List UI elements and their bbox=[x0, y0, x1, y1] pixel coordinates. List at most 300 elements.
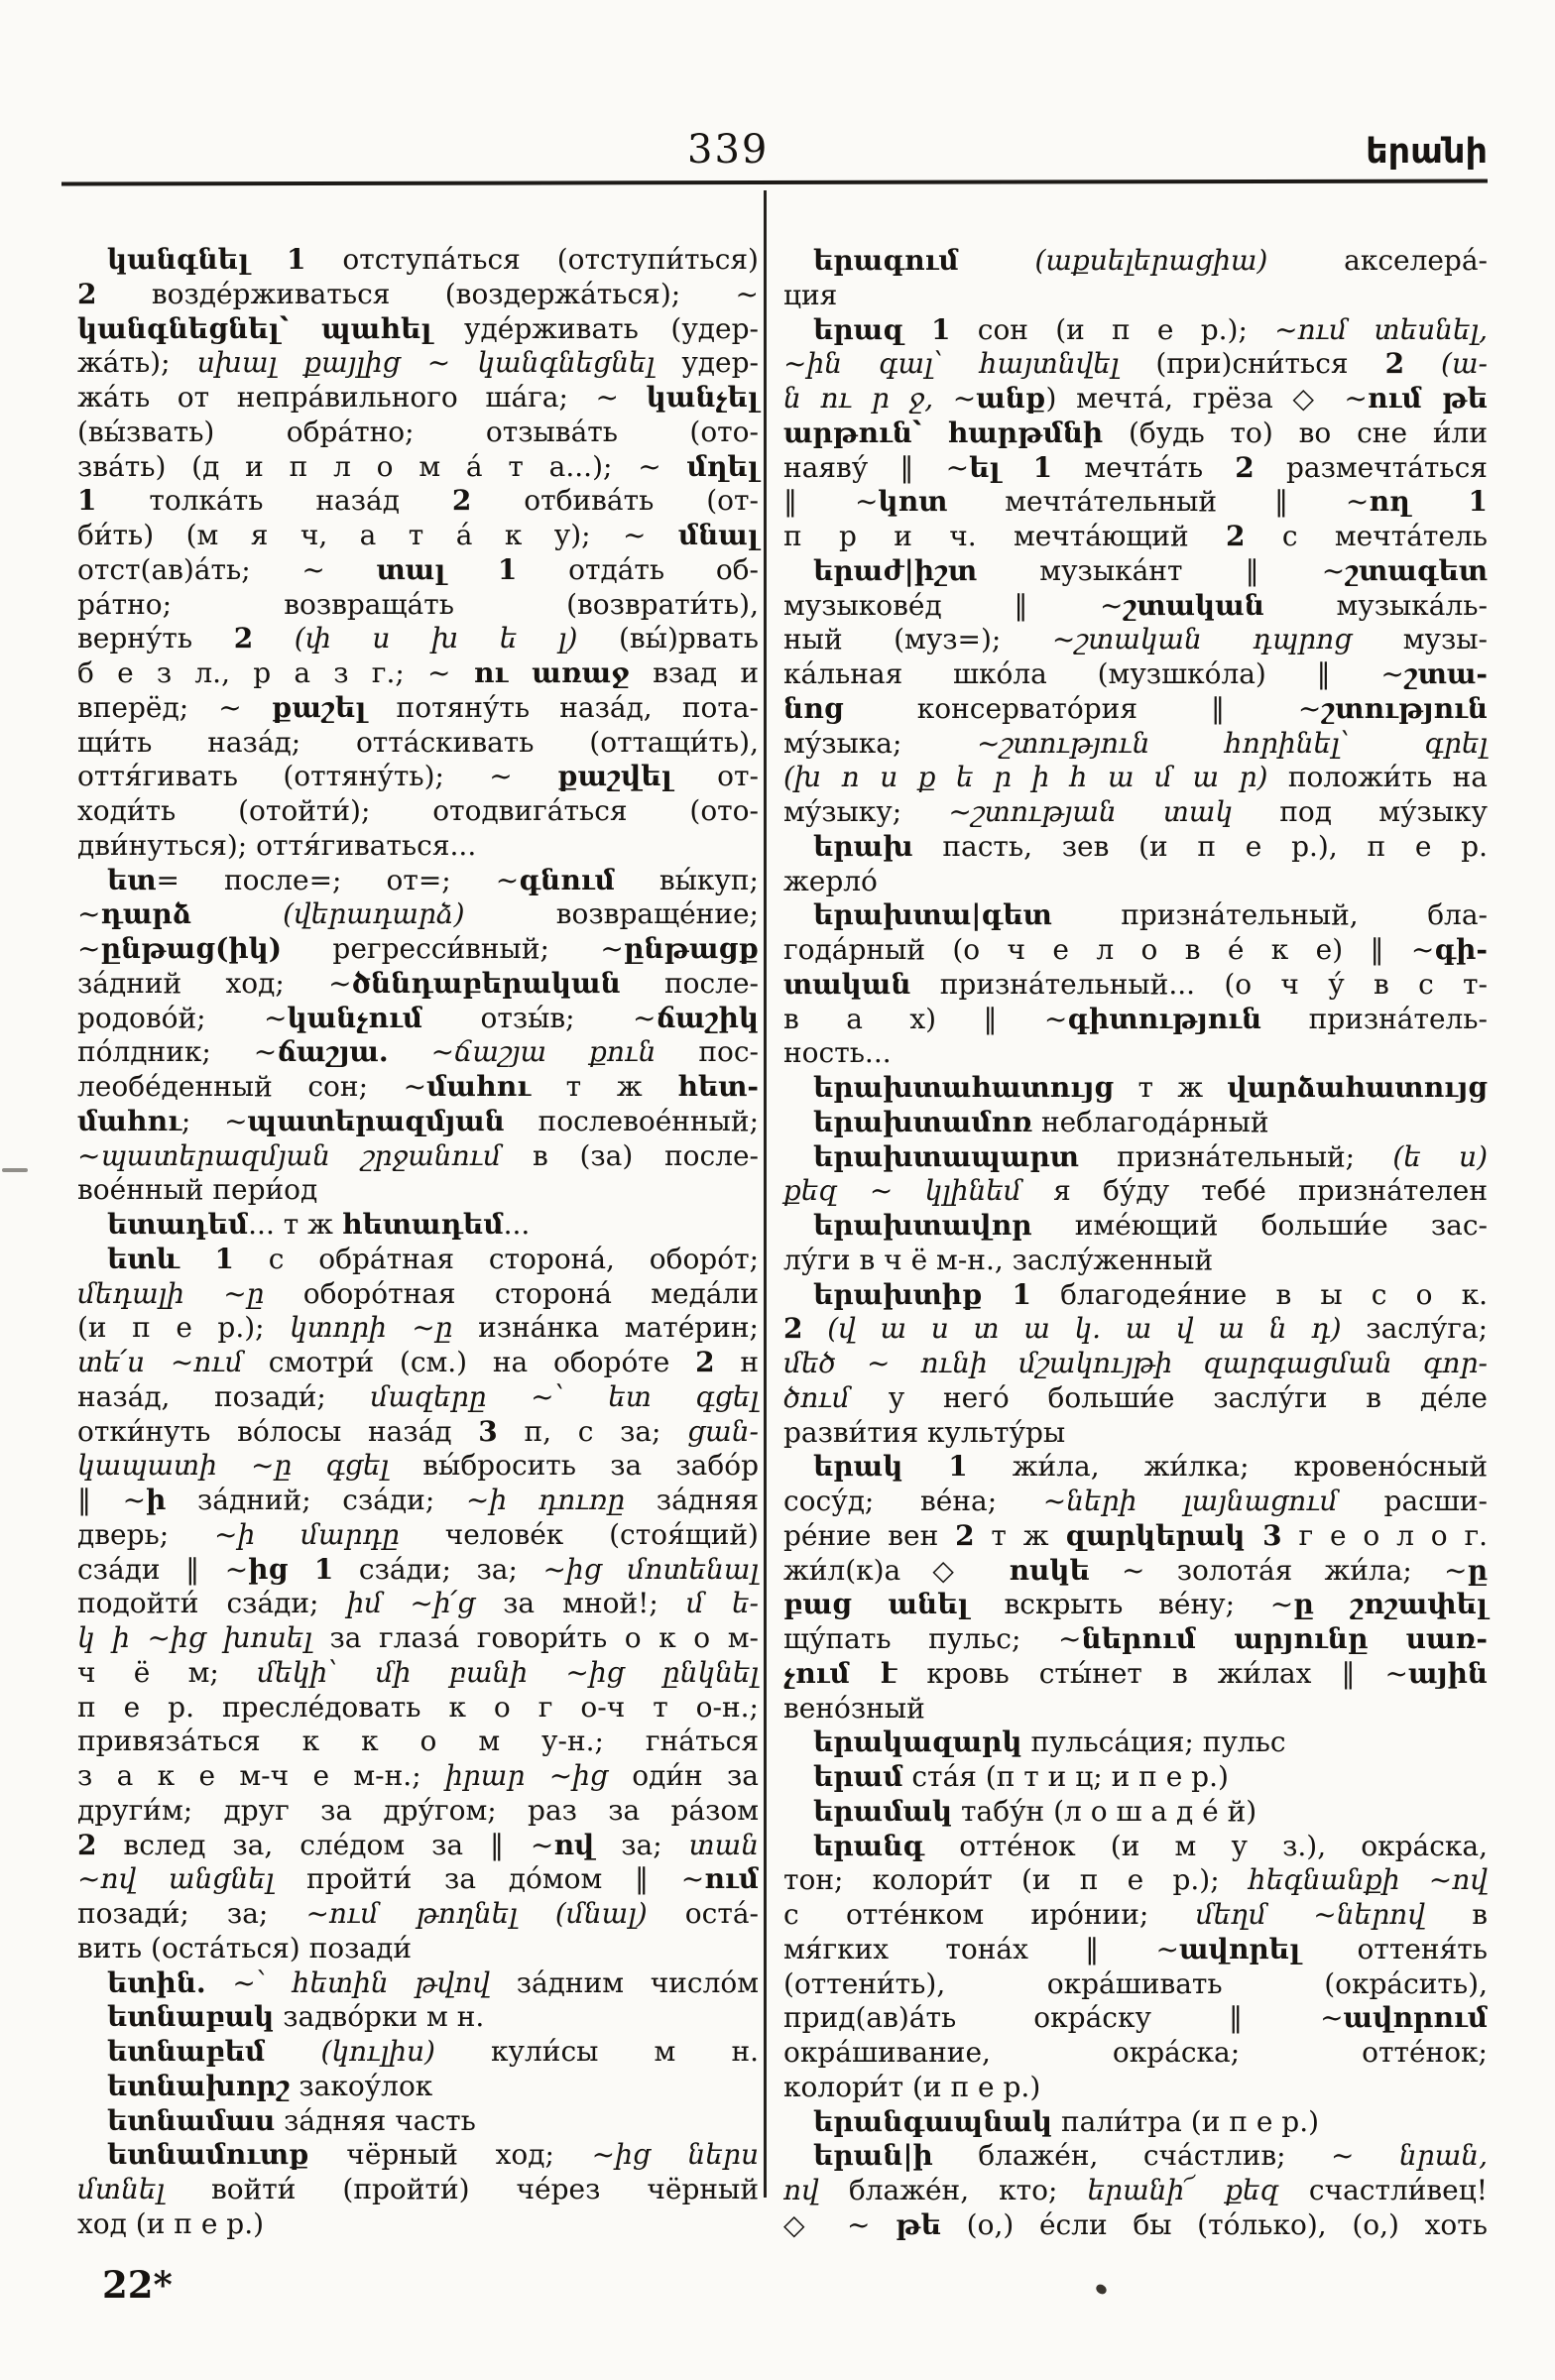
text-run: я бу́ду тебе́ призна́телен bbox=[1020, 1174, 1488, 1208]
text-run: смотри́ (см.) на оборо́те bbox=[243, 1346, 696, 1378]
text-run: размечта́ться bbox=[1254, 450, 1488, 484]
dict-line bbox=[77, 2138, 759, 2173]
text-run: жи́л(к)а ◇ bbox=[783, 1553, 1010, 1587]
text-run: մեծ ~ ունի մշակույթի զարգացման գոր- bbox=[783, 1347, 1488, 1379]
dict-line bbox=[77, 656, 759, 691]
dict-line bbox=[77, 1070, 759, 1105]
text-run: окра́шивание, окра́ска; отте́нок; bbox=[783, 2036, 1488, 2069]
text-run: удер- bbox=[655, 346, 759, 380]
text-run: երանգ bbox=[813, 1829, 925, 1862]
text-run: վարձահատույց bbox=[1227, 1071, 1488, 1104]
dict-line bbox=[77, 278, 759, 312]
text-run: (աքսելերացիա) bbox=[1034, 244, 1268, 277]
dict-line bbox=[783, 1657, 1488, 1692]
text-run: зва́ть) (д и п л о м а́ т а...); ~ bbox=[77, 449, 687, 483]
dict-line bbox=[783, 968, 1488, 1003]
dict-line bbox=[77, 1346, 759, 1380]
text-run: 2 bbox=[451, 484, 472, 518]
text-run: блаже́н, сча́стлив; ~ bbox=[932, 2139, 1399, 2173]
text-run: գիտություն bbox=[1067, 1002, 1262, 1035]
text-run: 3 bbox=[478, 1414, 498, 1448]
text-run: պատերազմյան շրջանում bbox=[100, 1138, 502, 1172]
text-run: (вы́)рвать bbox=[577, 622, 759, 655]
dict-line bbox=[783, 2105, 1488, 2140]
text-run: жерло́ bbox=[783, 864, 878, 897]
text-run: ոսկե bbox=[1009, 1553, 1090, 1587]
text-run: հեգնանքի ~ով bbox=[1248, 1863, 1488, 1897]
text-run: երակ 1 bbox=[813, 1450, 968, 1484]
text-run: ով bbox=[553, 1828, 595, 1861]
dict-line bbox=[783, 1485, 1488, 1519]
text-run: երախ bbox=[813, 829, 913, 863]
dict-line bbox=[77, 1208, 759, 1243]
text-run: երախտամոռ bbox=[813, 1105, 1033, 1138]
text-run: ետ bbox=[107, 863, 157, 896]
text-run: за́дним число́м bbox=[490, 1965, 760, 1999]
text-run bbox=[1404, 347, 1441, 380]
text-run: ~ bbox=[77, 897, 101, 931]
text-run: թե bbox=[896, 2207, 941, 2241]
text-run: име́ющий больши́е зас- bbox=[1031, 1209, 1488, 1242]
text-run: ավորում bbox=[1343, 2001, 1488, 2035]
dict-line bbox=[783, 830, 1488, 865]
dict-line bbox=[77, 691, 759, 726]
text-run: неблагода́рный bbox=[1032, 1105, 1269, 1138]
text-run: պատերազմյան bbox=[247, 1104, 505, 1137]
text-run: оборо́тная сторона́ меда́ли bbox=[264, 1276, 759, 1310]
dict-line bbox=[77, 622, 759, 656]
dict-line bbox=[783, 2174, 1488, 2208]
text-run: жи́ла, жи́лка; кровено́сный bbox=[967, 1450, 1488, 1484]
text-run: блаже́н, кто; bbox=[818, 2174, 1088, 2206]
text-run: մեղմ ~ներով bbox=[1195, 1898, 1425, 1931]
text-run: երախտիք 1 bbox=[813, 1277, 1032, 1311]
text-run: щи́ть наза́д; отта́скивать (оттащи́ть), bbox=[77, 725, 759, 759]
dict-line bbox=[77, 932, 759, 967]
dict-line bbox=[77, 864, 759, 898]
dict-line bbox=[77, 726, 759, 761]
text-run: дверь; bbox=[77, 1517, 214, 1551]
text-run: музыкове́д ‖ ~ bbox=[783, 588, 1124, 622]
dict-line bbox=[77, 2104, 759, 2139]
dict-line bbox=[783, 1622, 1488, 1657]
text-run: ста́я (п т и ц; и п е р.) bbox=[902, 1760, 1229, 1793]
text-run: оття́гивать (оттяну́ть); ~ bbox=[77, 760, 558, 793]
dict-line bbox=[783, 1312, 1488, 1347]
text-run: ~ золота́я жи́ла; ~ bbox=[1089, 1553, 1468, 1587]
text-run: երախտա|գետ bbox=[813, 898, 1052, 932]
dict-line bbox=[77, 1415, 759, 1450]
text-run bbox=[191, 897, 283, 930]
text-run: сза́ди; за; bbox=[333, 1552, 543, 1586]
text-run: (խ ո ս ք ե ր ի հ ա մ ա ր) bbox=[783, 761, 1268, 794]
text-run: т ж bbox=[974, 1518, 1066, 1552]
text-run: тон; колори́т (и п е р.); bbox=[783, 1863, 1249, 1897]
text-run: н bbox=[714, 1346, 759, 1378]
text-run: ~շտություն հորինել՝ գրել bbox=[976, 726, 1488, 760]
dict-line bbox=[77, 1759, 759, 1794]
dict-line bbox=[77, 553, 759, 588]
text-run: счастли́вец! bbox=[1278, 2174, 1488, 2206]
right-column bbox=[783, 244, 1488, 2243]
text-run: ը bbox=[1467, 1553, 1488, 1587]
text-run: верну́ть bbox=[77, 622, 234, 655]
text-run: երախտավոր bbox=[813, 1209, 1032, 1242]
text-run: пройти́ за до́мом ‖ ~ bbox=[274, 1862, 705, 1896]
text-run: մահու bbox=[426, 1070, 532, 1103]
dict-line bbox=[783, 313, 1488, 348]
dict-line bbox=[77, 346, 759, 381]
text-run: 2 bbox=[1384, 347, 1405, 381]
dict-line bbox=[77, 2207, 759, 2242]
text-run: ում bbox=[704, 1862, 759, 1896]
dict-line bbox=[77, 1449, 759, 1484]
text-run: կանգնեցնել՝ պահել bbox=[77, 311, 432, 345]
left-column bbox=[77, 243, 759, 2242]
dict-line bbox=[77, 1380, 759, 1415]
dict-line bbox=[77, 381, 759, 416]
text-run: ция bbox=[783, 278, 838, 311]
text-run: շտական bbox=[1123, 588, 1264, 622]
text-run: ~ bbox=[933, 382, 977, 415]
dict-line bbox=[783, 1450, 1488, 1485]
text-run: послевое́нный; bbox=[504, 1104, 760, 1137]
text-run: отступа́ться (отступи́ться) bbox=[305, 243, 759, 276]
text-run: му́зыка; bbox=[783, 726, 977, 760]
text-run: արթուն՝ հարթմնի bbox=[783, 416, 1104, 449]
dict-line bbox=[77, 1862, 759, 1897]
text-run: հետ- bbox=[677, 1070, 760, 1103]
text-run: շտություն bbox=[1321, 691, 1488, 725]
text-run: за́дняя bbox=[625, 1484, 759, 1516]
text-run: за глаза́ говори́ть о к о м- bbox=[311, 1621, 759, 1654]
text-run: (փ ս խ ե լ) bbox=[294, 622, 578, 655]
text-run: ճաշիկ bbox=[656, 1001, 759, 1034]
dict-line bbox=[783, 1519, 1488, 1554]
dict-line bbox=[783, 244, 1488, 279]
text-run: երանգապնակ bbox=[813, 2104, 1053, 2138]
text-run: ~շտական դպրոց bbox=[1051, 623, 1353, 656]
text-run: անք bbox=[976, 382, 1046, 415]
text-run: 2 bbox=[695, 1346, 715, 1378]
text-run: отзы́в; ~ bbox=[422, 1001, 657, 1034]
text-run bbox=[802, 1312, 827, 1345]
text-run: за́дний ход; ~ bbox=[77, 966, 352, 1000]
text-run: կ ի ~ից խոսել bbox=[77, 1621, 312, 1654]
dict-line bbox=[77, 1553, 759, 1588]
dict-line bbox=[783, 1347, 1488, 1381]
dict-line bbox=[783, 485, 1488, 520]
text-run: призна́тельный; bbox=[1078, 1139, 1393, 1173]
text-run: ծում bbox=[783, 1380, 850, 1414]
text-run: հետին թվով bbox=[292, 1965, 491, 1999]
text-run: 2 bbox=[783, 1312, 803, 1346]
text-run: дви́нуться); оття́гиваться... bbox=[77, 828, 477, 862]
text-run: ~ից ներս bbox=[591, 2138, 760, 2172]
text-run: երամակ bbox=[813, 1794, 953, 1828]
text-run: п е р. пресле́довать к о г о-ч т о-н.; bbox=[77, 1690, 759, 1724]
text-run: родово́й; ~ bbox=[77, 1001, 288, 1034]
dict-line bbox=[783, 1933, 1488, 1967]
dict-line bbox=[77, 450, 759, 485]
text-run: акселера́- bbox=[1267, 244, 1489, 277]
text-run: մազերը ~՝ ետ գցել bbox=[370, 1379, 759, 1413]
dict-line bbox=[783, 761, 1488, 795]
dict-line bbox=[783, 1278, 1488, 1313]
text-run: երաժ|իշտ bbox=[813, 553, 978, 587]
text-run: от- bbox=[671, 760, 759, 793]
text-run: возвраще́ние; bbox=[464, 897, 759, 931]
text-run bbox=[253, 622, 295, 654]
text-run: կոտ bbox=[878, 485, 948, 519]
dict-line bbox=[77, 1311, 759, 1346]
dict-line bbox=[783, 623, 1488, 657]
text-run: призна́тельный... (о ч у́ в с т- bbox=[910, 967, 1488, 1001]
text-run: մեկի՝ մի բանի ~ից ընկնել bbox=[257, 1655, 759, 1689]
dict-line bbox=[783, 554, 1488, 589]
text-run: за мной!; bbox=[475, 1587, 686, 1620]
text-run: ◇ ~ bbox=[783, 2207, 897, 2241]
dict-line bbox=[783, 1209, 1488, 1244]
text-run: года́рный (о ч е л о в е́ к е) ‖ ~ bbox=[783, 933, 1435, 966]
text-run: ‖ ~ bbox=[783, 485, 879, 519]
text-run: уде́рживать (удер- bbox=[431, 311, 759, 345]
text-run: мечта́ть bbox=[1052, 450, 1236, 484]
text-run: ре́ние вен bbox=[783, 1518, 956, 1552]
text-run: ~շտության տակ bbox=[948, 795, 1234, 828]
text-run: երախտապարտ bbox=[813, 1139, 1079, 1173]
text-run: музыка́ль- bbox=[1263, 588, 1488, 622]
text-run: ~ում թողնել (մնալ) bbox=[305, 1897, 648, 1930]
text-run: п, с за; bbox=[497, 1414, 688, 1448]
text-run: вперёд; ~ bbox=[77, 690, 272, 724]
text-run: за́дняя часть bbox=[275, 2103, 476, 2137]
text-run: мечта́тельный ‖ ~ bbox=[947, 485, 1370, 519]
dict-line bbox=[77, 312, 759, 347]
dict-line bbox=[77, 1484, 759, 1518]
text-run: (при)сни́ться bbox=[1119, 347, 1385, 381]
text-run: 2 bbox=[955, 1518, 975, 1552]
dict-line bbox=[77, 416, 759, 450]
dict-line bbox=[783, 1795, 1488, 1830]
text-run: կանգնել 1 bbox=[107, 243, 306, 276]
text-run: отки́нуть во́лосы наза́д bbox=[77, 1414, 479, 1448]
text-run: би́ть) (м я ч, а т а́ к у); ~ bbox=[77, 519, 678, 551]
text-run: (о,) е́сли бы (то́лько), (о,) хоть bbox=[941, 2207, 1489, 2241]
text-run: консервато́рия ‖ ~ bbox=[843, 691, 1322, 725]
text-run: նոց bbox=[783, 691, 844, 725]
text-run: (будь то) во сне и́ли bbox=[1103, 416, 1488, 449]
text-run: դարձ bbox=[100, 897, 191, 931]
dict-line bbox=[783, 279, 1488, 313]
text-run: քաշվել bbox=[557, 760, 672, 793]
dict-line bbox=[77, 1794, 759, 1829]
text-run: расши- bbox=[1337, 1485, 1488, 1517]
text-run: ցան- bbox=[687, 1414, 760, 1448]
text-run: 2 bbox=[1226, 520, 1246, 552]
text-run: երախտահատույց bbox=[813, 1071, 1115, 1104]
text-run: колори́т (и п е р.) bbox=[783, 2070, 1041, 2103]
dict-line bbox=[77, 1966, 759, 2001]
text-run: 2 bbox=[1235, 450, 1255, 484]
text-run: ) мечта́, грёза ◇ ~ bbox=[1045, 382, 1368, 415]
dict-line bbox=[77, 1897, 759, 1932]
dict-line bbox=[77, 1587, 759, 1621]
text-run: ~ում տեսնել, bbox=[1274, 312, 1488, 346]
text-run: чёрный ход; bbox=[308, 2138, 592, 2172]
text-run: отбива́ть (от- bbox=[471, 484, 759, 518]
text-run: пульса́ция; пульс bbox=[1021, 1726, 1286, 1759]
dict-line bbox=[783, 2036, 1488, 2071]
text-run: մղել bbox=[686, 449, 759, 483]
text-run: երան|ի bbox=[813, 2139, 933, 2173]
text-run: жа́ть); bbox=[77, 346, 197, 380]
text-run: ող 1 bbox=[1369, 485, 1488, 519]
text-run: գնում bbox=[519, 863, 615, 896]
dict-line bbox=[77, 243, 759, 278]
text-run: подойти́ сза́ди; bbox=[77, 1587, 347, 1620]
text-run: оттеня́ть bbox=[1300, 1932, 1488, 1965]
dict-line bbox=[783, 382, 1488, 416]
dict-line bbox=[783, 589, 1488, 624]
text-run: призна́тель- bbox=[1261, 1002, 1489, 1035]
text-run: сза́ди ‖ ~ bbox=[77, 1552, 249, 1586]
text-run: ра́тно; возвраща́ть (возврати́ть), bbox=[77, 587, 759, 621]
dict-line bbox=[783, 1244, 1488, 1278]
text-run: ը շոշափել bbox=[1293, 1588, 1488, 1621]
text-run: երանի՜ քեզ bbox=[1087, 2174, 1279, 2206]
text-run: ընթացք bbox=[623, 932, 759, 965]
text-run: գի- bbox=[1434, 933, 1488, 966]
text-run: (вы́звать) обра́тно; отзыва́ть (ото- bbox=[77, 415, 759, 448]
text-run: за; bbox=[594, 1828, 689, 1861]
text-run: ... bbox=[503, 1208, 531, 1241]
dict-line bbox=[77, 1518, 759, 1553]
dict-line bbox=[783, 1174, 1488, 1209]
text-run: у него́ больши́е заслу́ги в де́ле bbox=[849, 1380, 1488, 1414]
text-run: отте́нок (и м у з.), окра́ска, bbox=[924, 1829, 1488, 1862]
text-run: ճաշյա. bbox=[277, 1035, 389, 1069]
text-run: մ ե- bbox=[685, 1587, 760, 1620]
dict-line bbox=[77, 1277, 759, 1312]
text-run: ով bbox=[783, 2174, 819, 2206]
text-run: ~ների լայնացում bbox=[1042, 1485, 1338, 1517]
text-run: քաշել bbox=[271, 690, 367, 724]
text-run: ետնաբակ bbox=[107, 2000, 275, 2034]
text-run: ~ի դուռը bbox=[465, 1484, 626, 1516]
text-run: жа́ть от непра́вильного ша́га; ~ bbox=[77, 381, 647, 414]
text-run: (վերադարձ) bbox=[283, 897, 465, 931]
text-run: заслу́га; bbox=[1341, 1312, 1488, 1346]
dict-line bbox=[783, 1416, 1488, 1451]
text-run: տական bbox=[783, 967, 911, 1001]
dict-line bbox=[783, 1140, 1488, 1175]
dict-line bbox=[783, 1967, 1488, 2002]
text-run: вы́куп; bbox=[614, 863, 759, 896]
text-run: после- bbox=[620, 966, 760, 1000]
text-run: потяну́ть наза́д, пота- bbox=[366, 690, 759, 724]
text-run: երազ 1 bbox=[813, 312, 951, 346]
dict-line bbox=[77, 1656, 759, 1691]
text-run: пали́тра (и п е р.) bbox=[1052, 2104, 1320, 2138]
text-run: по́лдник; ~ bbox=[77, 1035, 278, 1069]
text-run: երագում bbox=[813, 244, 959, 277]
text-run: 2 bbox=[77, 277, 97, 310]
text-run: կտորի ~ը bbox=[290, 1311, 453, 1345]
text-run: вено́зный bbox=[783, 1691, 925, 1725]
text-run: ~՝ bbox=[205, 1965, 293, 1999]
dict-line bbox=[783, 2139, 1488, 2174]
text-run: т ж bbox=[1114, 1071, 1228, 1104]
text-run: в а х) ‖ ~ bbox=[783, 1002, 1068, 1035]
dict-line bbox=[783, 795, 1488, 830]
text-run: ծննդաբերական bbox=[351, 966, 621, 1000]
text-run: музыка́нт ‖ ~ bbox=[977, 553, 1346, 587]
text-run: вое́нный пери́од bbox=[77, 1173, 318, 1207]
text-run: ճաշյա քուն bbox=[454, 1035, 657, 1069]
dict-line bbox=[77, 794, 759, 829]
text-run: ել 1 bbox=[969, 450, 1053, 484]
dict-line bbox=[783, 1692, 1488, 1726]
dict-line bbox=[783, 1071, 1488, 1106]
dict-line bbox=[783, 727, 1488, 762]
text-run: разви́тия культу́ры bbox=[783, 1415, 1066, 1449]
dict-line bbox=[783, 1106, 1488, 1140]
text-run: ~ին գալ՝ հայտնվել bbox=[783, 347, 1120, 381]
text-run: ն ու ր ջ, bbox=[783, 382, 934, 415]
dict-line bbox=[783, 692, 1488, 727]
text-run: взад и bbox=[629, 656, 759, 689]
text-run: наза́д, позади́; bbox=[77, 1379, 371, 1413]
guide-word: երանի bbox=[1366, 132, 1488, 172]
text-run: лу́ги в ч ё м-н., заслу́женный bbox=[783, 1243, 1214, 1276]
text-run: (оттени́ть), окра́шивать (окра́сить), bbox=[783, 1966, 1488, 2000]
text-run: ‖ ~ bbox=[77, 1484, 147, 1516]
text-run: 2 bbox=[233, 622, 254, 655]
text-run: երակազարկ bbox=[813, 1726, 1022, 1759]
text-run: ային bbox=[1408, 1656, 1488, 1690]
dict-line bbox=[783, 898, 1488, 933]
text-run: оди́н за bbox=[607, 1759, 759, 1792]
dict-line bbox=[77, 519, 759, 553]
text-run: с отте́нком иро́нии; bbox=[783, 1898, 1196, 1931]
text-run: вить (оста́ться) позади́ bbox=[77, 1931, 412, 1964]
dict-line bbox=[783, 1760, 1488, 1795]
text-run: мя́гких тона́х ‖ ~ bbox=[783, 1932, 1179, 1965]
text-run: չում է bbox=[783, 1656, 897, 1690]
text-run: ч ё м; bbox=[77, 1655, 258, 1689]
ink-speck bbox=[1094, 2283, 1108, 2297]
dict-line bbox=[783, 1588, 1488, 1622]
dict-line bbox=[783, 1898, 1488, 1933]
text-run: ход (и п е р.) bbox=[77, 2206, 265, 2240]
text-run: табу́н (л о ш а д е́ й) bbox=[952, 1794, 1257, 1828]
text-run: вы́бросить за забо́р bbox=[389, 1449, 759, 1483]
column-divider-rule bbox=[764, 190, 767, 2198]
text-run: (ե ս) bbox=[1392, 1139, 1488, 1173]
text-run: закоу́лок bbox=[290, 2069, 433, 2102]
text-run: զարկերակ 3 bbox=[1065, 1518, 1282, 1552]
dict-line bbox=[77, 1035, 759, 1070]
dict-line bbox=[77, 1691, 759, 1726]
text-run: կանչում bbox=[287, 1001, 423, 1034]
dict-line bbox=[783, 1726, 1488, 1760]
text-run: привяза́ться к к о м у-н.; гна́ться bbox=[77, 1725, 759, 1758]
dict-line bbox=[783, 520, 1488, 554]
text-run: вслед за, сле́дом за ‖ ~ bbox=[96, 1828, 554, 1861]
text-run: կապատի ~ը գցել bbox=[77, 1449, 390, 1483]
text-run: երամ bbox=[813, 1760, 903, 1793]
